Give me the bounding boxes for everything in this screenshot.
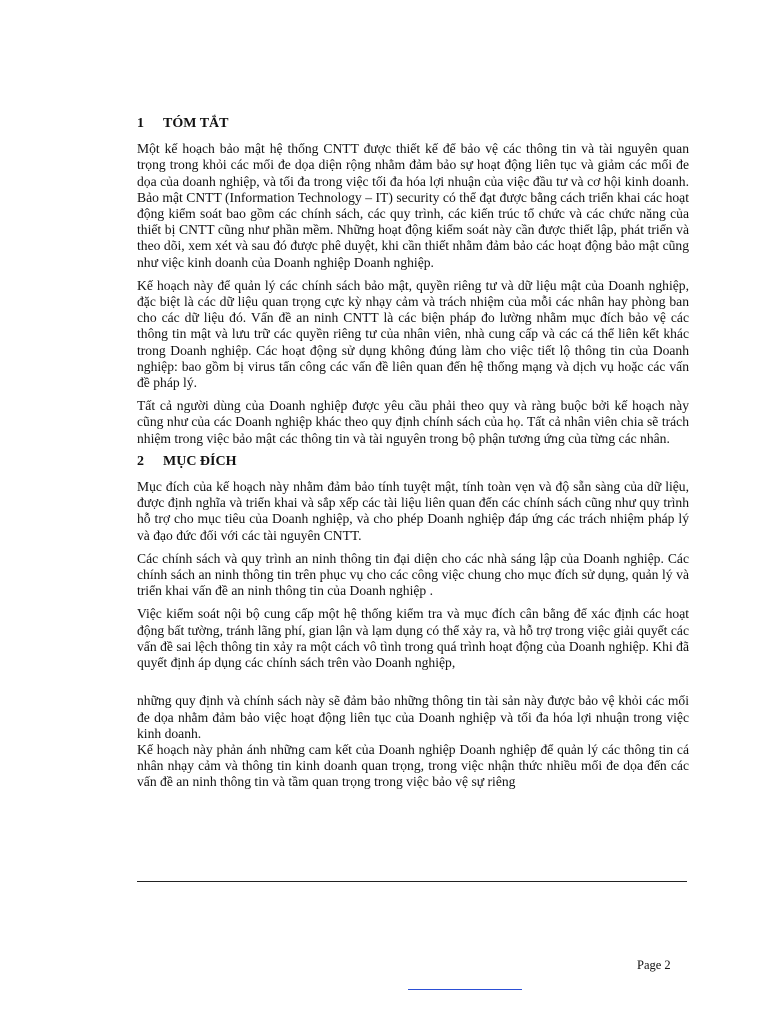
- paragraph: Một kế hoạch bảo mật hệ thống CNTT được thiết kế để bảo vệ các thông tin và tài nguyên quan trọng trong khỏi các mối đe dọa diện rộng nhằm đảm bảo sự hoạt động liên tục và giảm các mối đe dọa của doanh nghiệp, và tối đa trong việc tối đa hóa lợi nhuận của việc đầu tư và cơ hội kinh doanh. Bảo mật CNTT (Information Technology – IT) security có thể đạt được bằng cách triển khai các hoạt động kiểm soát bao gồm các chính sách, các quy trình, các kiến trúc tổ chức và các chức năng của thiết bị CNTT cũng như phần mềm. Những hoạt động kiểm soát này cần được thiết lập, phát triển và theo dõi, xem xét và sau đó được phê duyệt, khi cần thiết nhằm đảm bảo các hoạt động bảo mật cũng như việc kinh doanh của Doanh nghiệp Doanh nghiệp.: [137, 141, 689, 270]
- spacer: [137, 671, 689, 693]
- paragraph: Mục đích của kế hoạch này nhằm đảm bảo tính tuyệt mật, tính toàn vẹn và độ sẵn sàng của dữ liệu, được định nghĩa và triển khai và sắp xếp các tài liệu liên quan đến các chính sách cũng như quy trình hỗ trợ cho mục tiêu của Doanh nghiệp, và cho phép Doanh nghiệp đáp ứng các trách nhiệm pháp lý và đạo đức đối với các tài nguyên CNTT.: [137, 479, 689, 543]
- section-number: 2: [137, 453, 144, 469]
- paragraph: Tất cả người dùng của Doanh nghiệp được yêu cầu phải theo quy và ràng buộc bởi kế hoạch này cũng như của các Doanh nghiệp khác theo quy định chính sách của họ. Tất cả nhân viên chia sẽ trách nhiệm trong việc bảo mật các thông tin và tài nguyên trong bộ phận tương ứng của từng các nhân.: [137, 398, 689, 446]
- section-heading-purpose: [137, 454, 689, 470]
- paragraph: Các chính sách và quy trình an ninh thông tin đại diện cho các nhà sáng lập của Doanh nghiệp. Các chính sách an ninh thông tin trên phục vụ cho các công việc chung cho mục đích sử dụng, quản lý và triển khai vấn đề an ninh thông tin của Doanh nghiệp .: [137, 550, 689, 599]
- section-title: TÓM TẮT: [163, 116, 229, 131]
- footer-link-underline[interactable]: [408, 989, 522, 990]
- document-body: [137, 112, 689, 791]
- section-title: MỤC ĐÍCH: [163, 453, 237, 469]
- footer-divider: [137, 881, 687, 882]
- paragraph: Kế hoạch này để quản lý các chính sách bảo mật, quyền riêng tư và dữ liệu mật của Doanh nghiệp, đặc biệt là các dữ liệu quan trọng cực kỳ nhạy cảm và trách nhiệm của mỗi các nhân hay phòng ban cho các dữ liệu đó. Vấn đề an ninh CNTT là các biện pháp đo lường nhằm mục đích bảo vệ các thông tin mật và lưu trữ các quyền riêng tư của nhân viên, nhà cung cấp và các cá thể liên kết khác trong Doanh nghiệp. Các hoạt động sử dụng không đúng làm cho việc tiết lộ thông tin của Doanh nghiệp: bao gồm bị virus tấn công các vấn đề liên quan đến hệ thống mạng và dịch vụ hoặc các vấn đề pháp lý.: [137, 277, 689, 391]
- page-number: Page 2: [637, 958, 671, 972]
- paragraph: Kế hoạch này phản ánh những cam kết của Doanh nghiệp Doanh nghiệp để quản lý các thông tin cá nhân nhạy cảm và thông tin kinh doanh quan trọng, trong việc nhận thức nhiều mối đe dọa đến các vấn đề an ninh thông tin và tầm quan trọng trong việc bảo vệ sự riêng: [137, 741, 689, 790]
- section-heading-summary: [137, 116, 689, 132]
- paragraph: những quy định và chính sách này sẽ đảm bảo những thông tin tài sản này được bảo vệ khỏi các mối đe dọa nhằm đảm bảo việc hoạt động liên tục của Doanh nghiệp và tối đa hóa lợi nhuận trong việc kinh doanh.: [137, 693, 689, 741]
- paragraph: Việc kiểm soát nội bộ cung cấp một hệ thống kiểm tra và mục đích cân bằng để xác định các hoạt động bất tường, tránh lãng phí, gian lận và lạm dụng có thể xảy ra, và hỗ trợ trong việc giải quyết các vấn đề sai lệch thông tin xảy ra một cách vô tình trong quá trình hoạt động của Doanh nghiệp. Khi đã quyết định áp dụng các chính sách trên vào Doanh nghiệp,: [137, 606, 689, 671]
- section-number: 1: [137, 116, 144, 131]
